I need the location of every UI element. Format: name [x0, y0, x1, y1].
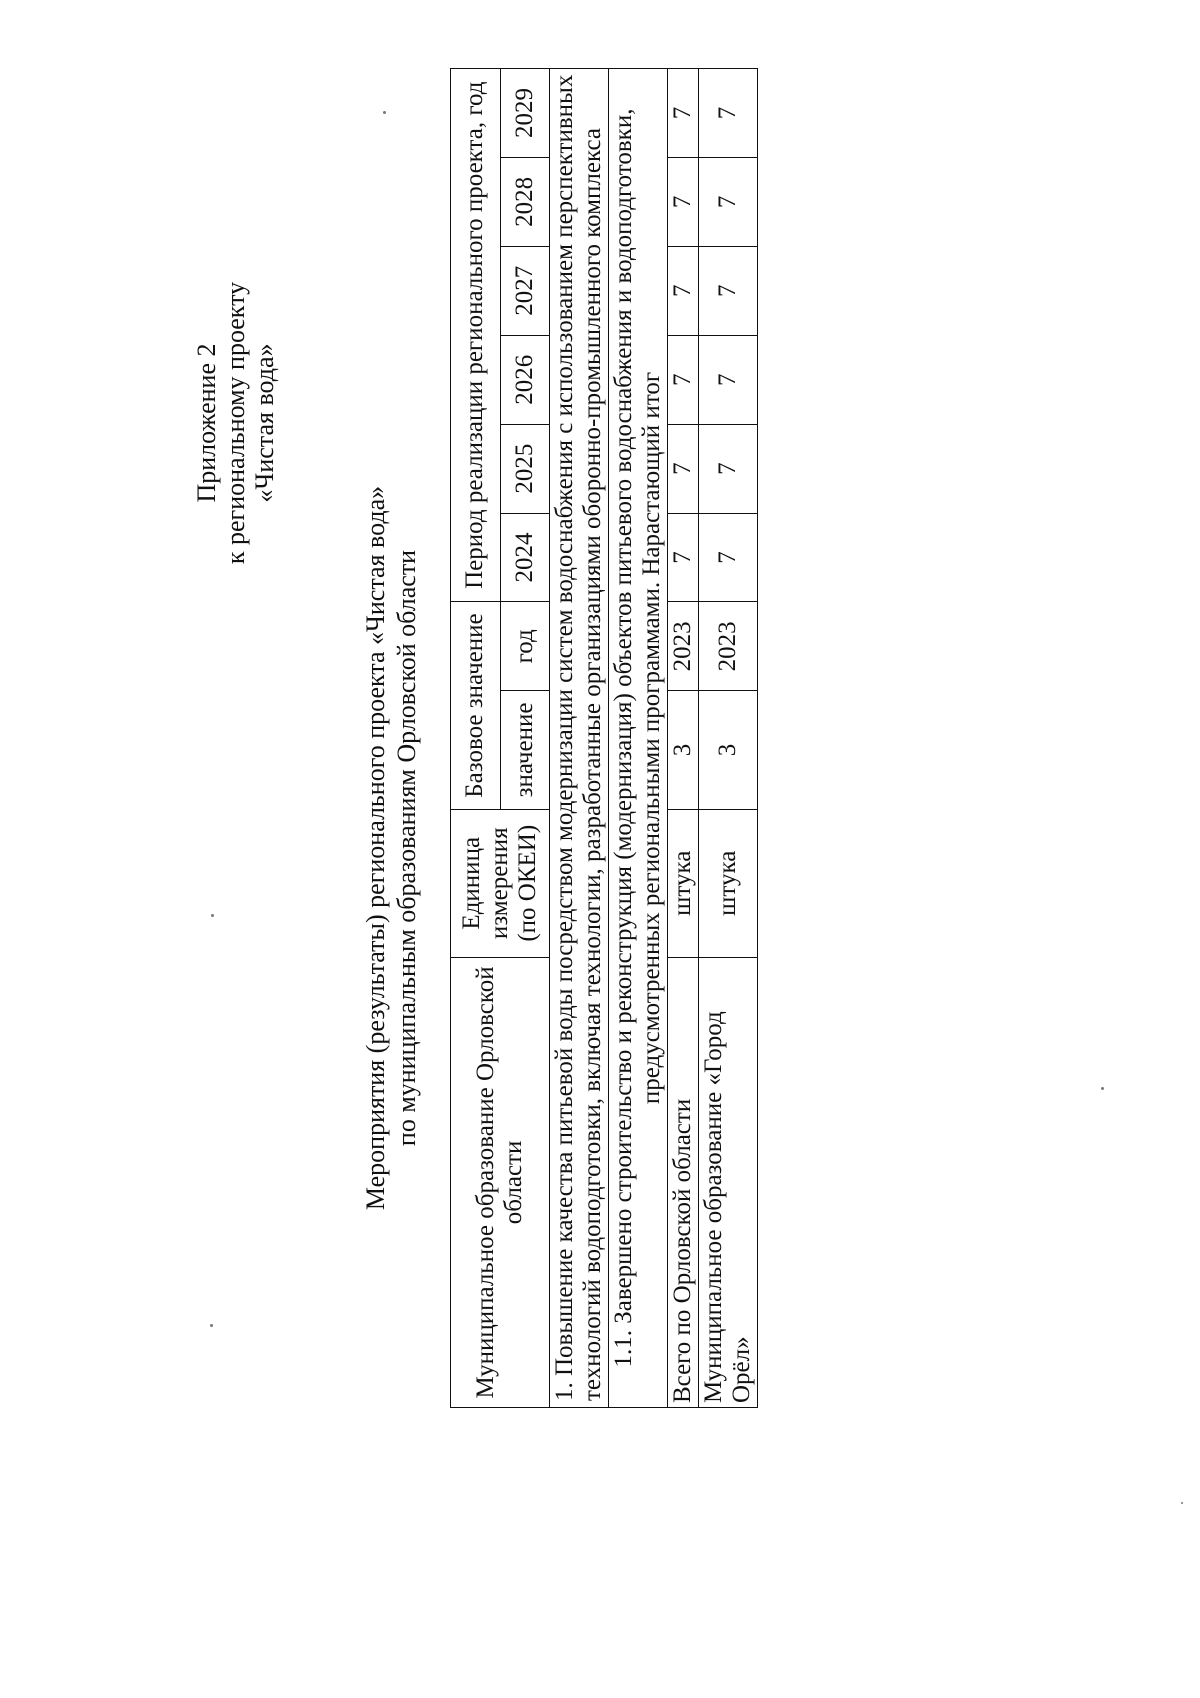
row-year-value: 7 — [699, 157, 758, 246]
row-year-value: 7 — [699, 69, 758, 158]
section-row — [550, 69, 609, 1408]
row-unit: штука — [668, 809, 699, 957]
scan-speck — [210, 1324, 213, 1327]
title-line-1: Мероприятия (результаты) регионального проекта «Чистая вода» — [361, 485, 390, 1211]
results-table — [450, 68, 758, 1408]
header-year: 2028 — [500, 157, 550, 246]
title-line-2: по муниципальным образованиям Орловской области — [392, 549, 421, 1147]
row-year-value: 7 — [699, 513, 758, 602]
subsection-row — [609, 69, 668, 1408]
appendix-line-2: к региональному проекту — [221, 281, 250, 565]
row-year-value: 7 — [668, 424, 699, 513]
row-municipality: Муниципальное образование «Город Орёл» — [699, 957, 758, 1407]
header-year: 2026 — [500, 335, 550, 424]
section-1-1-title: 1.1. Завершено строительство и реконструкция (модернизация) объектов питьевого водоснабжения и водоподготовки, предусмотренных региональными программами. Нарастающий итог — [609, 69, 668, 1408]
row-year-value: 7 — [699, 246, 758, 335]
row-unit: штука — [699, 809, 758, 957]
row-year-value: 7 — [668, 335, 699, 424]
row-base-year: 2023 — [699, 602, 758, 691]
appendix-line-3: «Чистая вода» — [250, 343, 279, 503]
appendix-line-1: Приложение 2 — [192, 343, 221, 503]
header-year: 2029 — [500, 69, 550, 158]
header-row-1 — [451, 69, 501, 1408]
row-year-value: 7 — [668, 513, 699, 602]
section-1-title: 1. Повышение качества питьевой воды посредством модернизации систем водоснабжения с использованием перспективных технологий водоподготовки, включая технологии, разработанные организациями оборонно-промышленного комплекса — [550, 69, 609, 1408]
scan-speck — [1101, 1087, 1104, 1090]
document-title — [360, 298, 422, 1398]
scan-speck — [383, 111, 386, 114]
row-base-year: 2023 — [668, 602, 699, 691]
header-unit: Единица измерения (по ОКЕИ) — [451, 809, 550, 957]
scan-speck — [211, 914, 214, 917]
row-year-value: 7 — [699, 335, 758, 424]
row-year-value: 7 — [668, 157, 699, 246]
row-year-value: 7 — [668, 246, 699, 335]
row-base-value: 3 — [699, 691, 758, 809]
row-municipality: Всего по Орловской области — [668, 957, 699, 1407]
appendix-note — [192, 243, 279, 603]
header-year: 2025 — [500, 424, 550, 513]
header-base-value: значение — [500, 691, 550, 809]
header-period: Период реализации регионального проекта, год — [451, 69, 501, 602]
row-base-value: 3 — [668, 691, 699, 809]
header-base-year: год — [500, 602, 550, 691]
table-row — [699, 69, 758, 1408]
header-year: 2027 — [500, 246, 550, 335]
table-row — [668, 69, 699, 1408]
header-year: 2024 — [500, 513, 550, 602]
row-year-value: 7 — [699, 424, 758, 513]
scan-speck — [1181, 1502, 1183, 1504]
row-year-value: 7 — [668, 69, 699, 158]
header-municipality: Муниципальное образование Орловской области — [451, 957, 550, 1407]
header-base: Базовое значение — [451, 602, 501, 809]
